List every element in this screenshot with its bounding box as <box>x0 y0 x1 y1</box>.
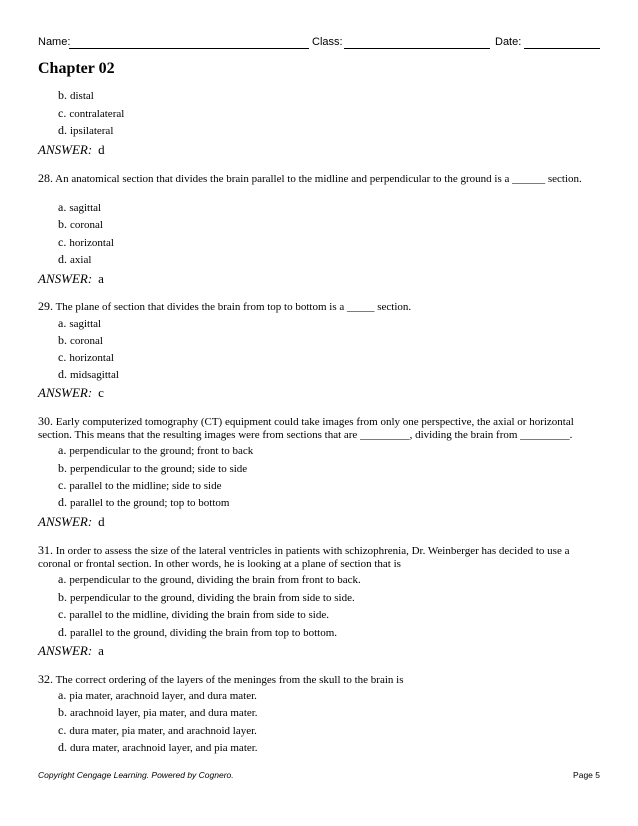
option-item: b. distal <box>58 88 94 102</box>
option-item: c. parallel to the midline, dividing the brain from side to side. <box>58 607 329 621</box>
option-item: d. dura mater, arachnoid layer, and pia mater. <box>58 740 258 754</box>
name-blank <box>69 48 309 49</box>
question-text: 32. The correct ordering of the layers of the meninges from the skull to the brain is <box>38 672 404 686</box>
worksheet-header <box>38 36 600 52</box>
option-item: c. parallel to the midline; side to side <box>58 478 222 492</box>
question-text: 29. The plane of section that divides the brain from top to bottom is a _____ section. <box>38 299 412 313</box>
option-item: a. sagittal <box>58 200 102 214</box>
option-item: d. midsagittal <box>58 367 119 381</box>
option-item: c. horizontal <box>58 350 114 364</box>
option-item: c. dura mater, pia mater, and arachnoid layer. <box>58 723 257 737</box>
question-text: 28. An anatomical section that divides the brain parallel to the midline and perpendicular to the ground is a ______ section. <box>38 171 582 185</box>
option-item: d. parallel to the ground; top to bottom <box>58 495 230 509</box>
chapter-title: Chapter 02 <box>38 60 115 77</box>
option-item: b. perpendicular to the ground; side to side <box>58 461 248 475</box>
option-item: d. ipsilateral <box>58 123 114 137</box>
answer-line: ANSWER: c <box>38 385 104 400</box>
option-item: b. coronal <box>58 217 103 231</box>
date-blank <box>524 48 600 49</box>
answer-line: ANSWER: a <box>38 643 104 658</box>
option-item: b. coronal <box>58 333 103 347</box>
option-item: d. axial <box>58 252 92 266</box>
date-label: Date: <box>495 36 522 48</box>
class-label: Class: <box>312 36 343 48</box>
page-number: Page 5 <box>573 770 600 780</box>
option-item: a. perpendicular to the ground, dividing the brain from front to back. <box>58 572 361 586</box>
option-item: a. perpendicular to the ground; front to back <box>58 443 254 457</box>
question-text: 31. In order to assess the size of the lateral ventricles in patients with schizophrenia, Dr. Weinberger has decided to use a coronal or frontal section. In other words, he is looking at a plane of section that is <box>38 543 570 570</box>
option-item: d. parallel to the ground, dividing the brain from top to bottom. <box>58 625 338 639</box>
option-item: b. perpendicular to the ground, dividing the brain from side to side. <box>58 590 355 604</box>
option-item: b. arachnoid layer, pia mater, and dura mater. <box>58 705 258 719</box>
option-item: c. contralateral <box>58 106 125 120</box>
option-item: a. pia mater, arachnoid layer, and dura mater. <box>58 688 257 702</box>
question-text: 30. Early computerized tomography (CT) equipment could take images from only one perspective, the axial or horizontal section. This means that the resulting images were from sections that are _________, dividing the brain from _________. <box>38 414 574 441</box>
option-item: a. sagittal <box>58 316 102 330</box>
page-footer <box>38 770 600 784</box>
answer-line: ANSWER: a <box>38 271 104 286</box>
answer-line: ANSWER: d <box>38 142 105 157</box>
name-label: Name: <box>38 36 71 48</box>
class-blank <box>344 48 490 49</box>
copyright-text: Copyright Cengage Learning. Powered by Cognero. <box>38 770 234 780</box>
answer-line: ANSWER: d <box>38 514 105 529</box>
option-item: c. horizontal <box>58 235 114 249</box>
